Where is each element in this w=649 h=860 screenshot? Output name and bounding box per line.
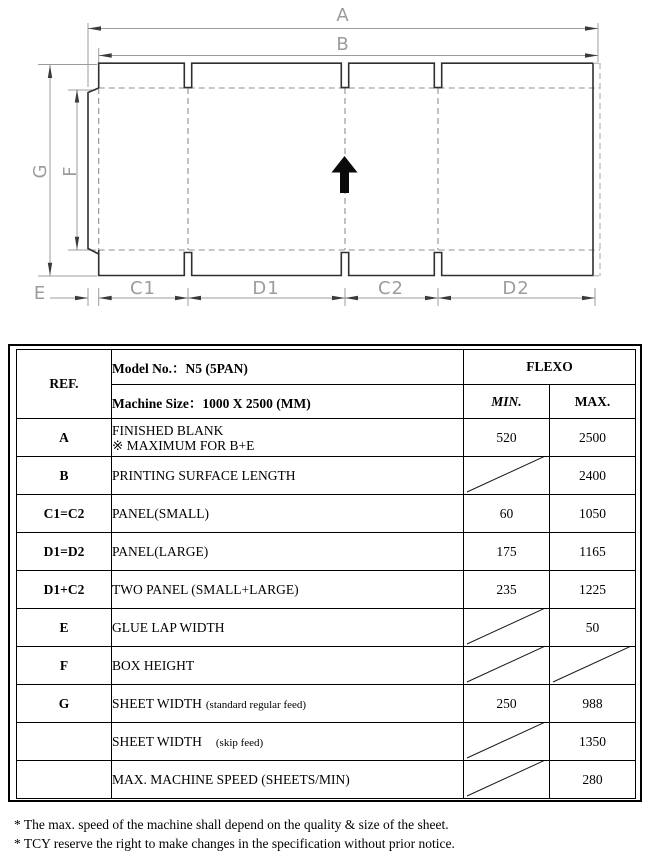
- desc-cell: TWO PANEL (SMALL+LARGE): [112, 571, 464, 609]
- top-flaps-outline: [99, 63, 593, 88]
- min-cell: [464, 457, 550, 495]
- na-slash: [550, 647, 635, 684]
- desc-line2: ※ MAXIMUM FOR B+E: [112, 437, 255, 453]
- ref-cell: D1+C2: [17, 571, 112, 609]
- ref-header-cell: REF.: [17, 350, 112, 419]
- ref-cell: A: [17, 419, 112, 457]
- ref-cell: F: [17, 647, 112, 685]
- dim-label-A: A: [336, 5, 350, 26]
- desc-cell: MAX. MACHINE SPEED (SHEETS/MIN): [112, 761, 464, 799]
- max-cell: 1165: [550, 533, 636, 571]
- min-cell: [464, 723, 550, 761]
- box-blank-diagram: [0, 0, 649, 336]
- ref-cell: B: [17, 457, 112, 495]
- desc-cell: [112, 419, 464, 457]
- model-no-cell: Model No.：N5 (5PAN): [112, 350, 464, 385]
- desc-cell: GLUE LAP WIDTH: [112, 609, 464, 647]
- ref-cell: [17, 723, 112, 761]
- na-slash: [464, 761, 549, 798]
- ref-cell: E: [17, 609, 112, 647]
- footnote-tcy-rights: * TCY reserve the right to make changes in the specification without prior notice.: [14, 835, 455, 851]
- desc-cell: PANEL(LARGE): [112, 533, 464, 571]
- dim-label-C2: C2: [377, 278, 405, 299]
- min-cell: 235: [464, 571, 550, 609]
- table-row-f: [17, 647, 636, 685]
- table-row-machine-speed: [17, 761, 636, 799]
- desc-main: SHEET WIDTH: [112, 695, 202, 711]
- table-row-skip-feed: [17, 723, 636, 761]
- desc-note: (skip feed): [215, 736, 264, 749]
- min-cell: [464, 761, 550, 799]
- machine-size-cell: Machine Size：1000 X 2500 (MM): [112, 385, 464, 419]
- spec-table: [16, 349, 636, 799]
- table-row-e: [17, 609, 636, 647]
- max-cell: 988: [550, 685, 636, 723]
- table-row-b: [17, 457, 636, 495]
- min-cell: [464, 609, 550, 647]
- min-cell: 60: [464, 495, 550, 533]
- na-slash: [464, 723, 549, 760]
- table-row-a: [17, 419, 636, 457]
- ref-cell: D1=D2: [17, 533, 112, 571]
- min-header-cell: MIN.: [464, 385, 550, 419]
- max-cell: 1225: [550, 571, 636, 609]
- table-row-g: [17, 685, 636, 723]
- footnote-max-speed: * The max. speed of the machine shall depend on the quality & size of the sheet.: [14, 817, 449, 832]
- ref-cell: C1=C2: [17, 495, 112, 533]
- na-slash: [464, 457, 549, 494]
- dimension-arrowheads: [48, 26, 598, 300]
- dim-label-C1: C1: [129, 278, 157, 299]
- min-cell: 520: [464, 419, 550, 457]
- table-row-d1c2: [17, 571, 636, 609]
- desc-cell: [112, 685, 464, 723]
- dim-label-B: B: [336, 34, 350, 55]
- dim-label-G: G: [30, 163, 51, 179]
- na-slash: [464, 647, 549, 684]
- dim-label-F: F: [60, 165, 81, 177]
- process-header-cell: FLEXO: [464, 350, 636, 385]
- desc-line1: FINISHED BLANK: [112, 422, 224, 438]
- desc-cell: PRINTING SURFACE LENGTH: [112, 457, 464, 495]
- extension-lines: [38, 23, 598, 306]
- max-cell: 50: [550, 609, 636, 647]
- glue-lap-edge: [88, 88, 99, 254]
- dim-label-D1: D1: [252, 278, 280, 299]
- ref-cell: [17, 761, 112, 799]
- desc-cell: BOX HEIGHT: [112, 647, 464, 685]
- spec-table-frame: [8, 344, 642, 802]
- max-cell: 1050: [550, 495, 636, 533]
- min-cell: [464, 647, 550, 685]
- feed-direction-arrow-icon: [332, 156, 358, 193]
- na-slash: [464, 609, 549, 646]
- table-row-d1d2: [17, 533, 636, 571]
- dimension-lines: [50, 29, 598, 299]
- min-cell: 250: [464, 685, 550, 723]
- desc-cell: PANEL(SMALL): [112, 495, 464, 533]
- bottom-flaps-outline: [99, 250, 593, 276]
- dim-label-D2: D2: [502, 278, 530, 299]
- desc-note: (standard regular feed): [205, 698, 307, 711]
- max-cell: 2400: [550, 457, 636, 495]
- dim-label-E: E: [33, 283, 47, 304]
- max-cell: 2500: [550, 419, 636, 457]
- max-header-cell: MAX.: [550, 385, 636, 419]
- footnotes: [14, 816, 455, 853]
- desc-main: SHEET WIDTH: [112, 733, 202, 749]
- max-cell: [550, 647, 636, 685]
- max-cell: 1350: [550, 723, 636, 761]
- max-cell: 280: [550, 761, 636, 799]
- table-row-c1c2: [17, 495, 636, 533]
- sheet-edge-dashed: [593, 63, 600, 276]
- min-cell: 175: [464, 533, 550, 571]
- ref-cell: G: [17, 685, 112, 723]
- desc-cell: [112, 723, 464, 761]
